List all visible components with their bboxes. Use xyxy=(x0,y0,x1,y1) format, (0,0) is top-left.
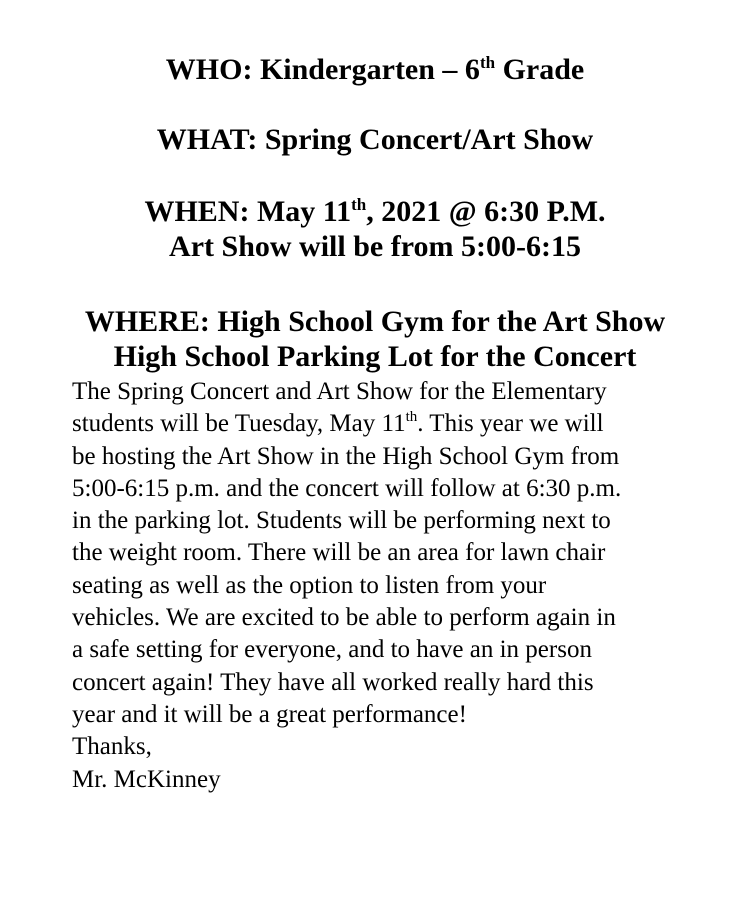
when-text-after: , 2021 @ 6:30 P.M. xyxy=(366,195,606,228)
body-line: in the parking lot. Students will be performing next to xyxy=(72,507,611,535)
when-heading xyxy=(0,194,750,230)
body-line: a safe setting for everyone, and to have an in person xyxy=(72,636,592,664)
who-heading xyxy=(0,52,750,88)
what-text: Spring Concert/Art Show xyxy=(264,123,594,156)
body-line: the weight room. There will be an area for lawn chair xyxy=(72,539,606,567)
message-body xyxy=(72,376,692,796)
when-superscript: th xyxy=(351,195,367,214)
body-line: The Spring Concert and Art Show for the Elementary xyxy=(72,378,607,405)
where-label: WHERE: xyxy=(84,305,210,338)
body-line: year and it will be a great performance! xyxy=(72,700,467,728)
body-line xyxy=(72,408,692,440)
body-line-text: students will be Tuesday, May 11 xyxy=(72,410,406,438)
what-label: WHAT: xyxy=(156,123,258,156)
where-heading xyxy=(0,304,750,340)
body-line: 5:00-6:15 p.m. and the concert will follow at 6:30 p.m. xyxy=(72,474,622,502)
when-label: WHEN: xyxy=(144,195,250,228)
body-line-text: . This year we will xyxy=(417,410,604,438)
when-subline: Art Show will be from 5:00-6:15 xyxy=(169,230,581,263)
where-text: High School Gym for the Art Show xyxy=(217,305,666,338)
body-line: seating as well as the option to listen from your xyxy=(72,571,547,599)
who-text: Kindergarten – 6 xyxy=(259,53,480,86)
who-text-after: Grade xyxy=(502,53,585,86)
where-subline: High School Parking Lot for the Concert xyxy=(113,340,637,373)
body-line: be hosting the Art Show in the High School Gym from xyxy=(72,442,620,470)
when-text: May 11 xyxy=(256,195,352,228)
who-label: WHO: xyxy=(165,53,253,86)
who-superscript: th xyxy=(479,53,496,72)
what-heading xyxy=(0,122,750,158)
signature: Mr. McKinney xyxy=(72,765,221,793)
closing-text: Thanks, xyxy=(72,733,152,761)
body-line: vehicles. We are excited to be able to perform again in xyxy=(72,604,616,632)
body-superscript: th xyxy=(405,409,418,426)
body-line: concert again! They have all worked really hard this xyxy=(72,668,594,696)
